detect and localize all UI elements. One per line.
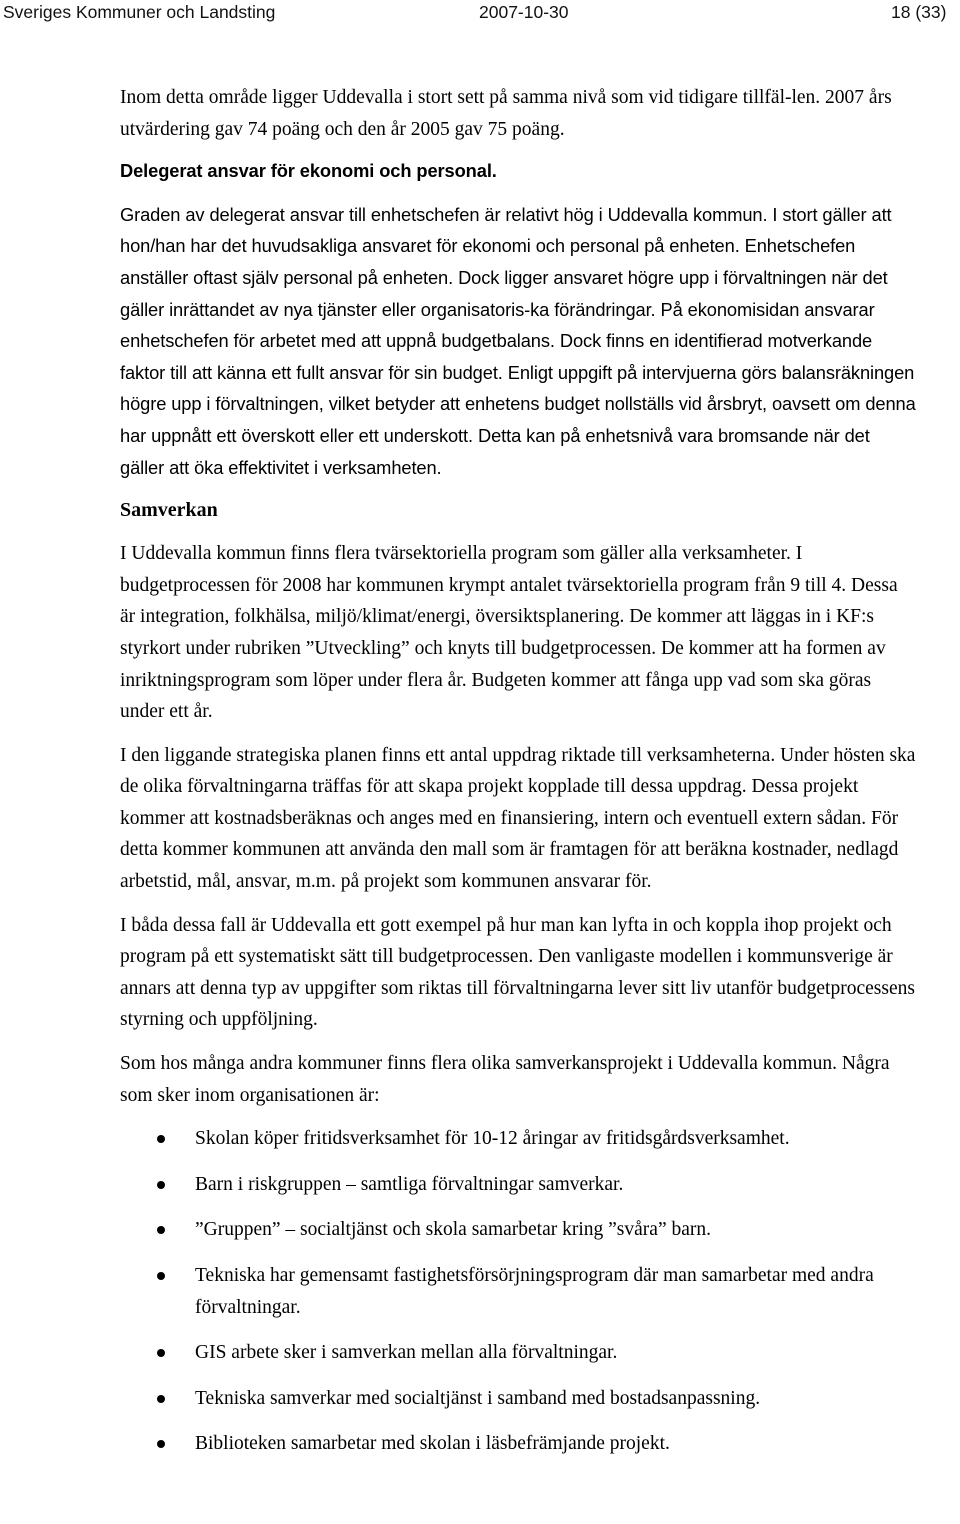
header-page-number: 18 (33)	[891, 2, 947, 22]
bullet-icon	[157, 1395, 165, 1403]
list-item	[120, 1214, 916, 1246]
list-item	[120, 1169, 916, 1201]
list-item-text: GIS arbete sker i samverkan mellan alla förvaltningar.	[195, 1342, 618, 1364]
samverkan-paragraph-3: I båda dessa fall är Uddevalla ett gott exempel på hur man kan lyfta in och koppla ihop projekt och program på ett systematiskt sätt till budgetprocessen. Den vanligaste modellen i kommunsverige är annars att denna typ av uppgifter som riktas till förvaltningarna lever sitt liv utanför budgetprocessens styrning och uppföljning.	[120, 914, 915, 1031]
list-item-text: ”Gruppen” – socialtjänst och skola samarbetar kring ”svåra” barn.	[195, 1219, 712, 1241]
samverkan-paragraph-4: Som hos många andra kommuner finns flera olika samverkansprojekt i Uddevalla kommun. Några som sker inom organisationen är:	[120, 1053, 890, 1106]
list-item	[120, 1428, 916, 1460]
page-header	[0, 0, 960, 26]
list-item-text: Barn i riskgruppen – samtliga förvaltningar samverkar.	[195, 1173, 624, 1195]
list-item	[120, 1260, 916, 1323]
list-item	[120, 1337, 916, 1369]
bullet-icon	[157, 1226, 165, 1234]
list-item-text: Tekniska har gemensamt fastighetsförsörjningsprogram där man samarbetar med andra förvaltningar.	[195, 1265, 874, 1318]
bullet-icon	[157, 1135, 165, 1143]
bullet-icon	[157, 1349, 165, 1357]
samverkan-project-list	[120, 1123, 916, 1460]
bullet-icon	[157, 1181, 165, 1189]
list-item-text: Biblioteken samarbetar med skolan i läsbefrämjande projekt.	[195, 1433, 670, 1455]
delegation-heading: Delegerat ansvar för ekonomi och personal.	[120, 160, 497, 182]
delegation-paragraph: Graden av delegerat ansvar till enhetschefen är relativt hög i Uddevalla kommun. I stort gäller att hon/han har det huvudsakliga ansvaret för ekonomi och personal på enheten. Enhetschefen anställer oftast själv personal på enheten. Dock ligger ansvaret högre upp i förvaltningen när det gäller inrättandet av nya tjänster eller organisatoris-ka förändringar. På ekonomisidan ansvarar enhetschefen för arbetet med att uppnå budgetbalans. Dock finns en identifierad motverkande faktor till att känna ett fullt ansvar för sin budget. Enligt uppgift på intervjuerna görs balansräkningen högre upp i förvaltningen, vilket betyder att enhetens budget nollställs vid årsbryt, oavsett om denna har uppnått ett överskott eller ett underskott. Detta kan på enhetsnivå vara bromsande när det gäller att öka effektivitet i verksamheten.	[120, 203, 916, 478]
samverkan-paragraph-1: I Uddevalla kommun finns flera tvärsektoriella program som gäller alla verksamheter. I budgetprocessen för 2008 har kommunen krympt antalet tvärsektoriella program från 9 till 4. Dessa är integration, folkhälsa, miljö/klimat/energi, översiktsplanering. De kommer att läggas in i KF:s styrkort under rubriken ”Utveckling” och knyts till budgetprocessen. De kommer att ha formen av inriktningsprogram som löper under flera år. Budgeten kommer att fånga upp vad som ska göras under ett år.	[120, 543, 898, 723]
intro-paragraph: Inom detta område ligger Uddevalla i stort sett på samma nivå som vid tidigare tillfäl-len. 2007 års utvärdering gav 74 poäng och den år 2005 gav 75 poäng.	[120, 87, 892, 140]
list-item-text: Tekniska samverkar med socialtjänst i samband med bostadsanpassning.	[195, 1387, 761, 1409]
samverkan-paragraph-2: I den liggande strategiska planen finns ett antal uppdrag riktade till verksamheterna. Under hösten ska de olika förvaltningarna träffas för att skapa projekt kopplade till dessa uppdrag. Dessa projekt kommer att kostnadsberäknas och anges med en finansiering, intern och eventuell extern sådan. För detta kommer kommunen att använda den mall som är framtagen för att beräkna kostnader, nedlagd arbetstid, mål, ansvar, m.m. på projekt som kommunen ansvarar för.	[120, 744, 916, 893]
section-heading-samverkan: Samverkan	[120, 499, 218, 522]
document-body	[120, 82, 916, 1474]
bullet-icon	[157, 1272, 165, 1280]
list-item	[120, 1123, 916, 1155]
list-item	[120, 1383, 916, 1415]
header-organization: Sveriges Kommuner och Landsting	[3, 2, 276, 22]
list-item-text: Skolan köper fritidsverksamhet för 10-12 åringar av fritidsgårdsverksamhet.	[195, 1128, 790, 1150]
bullet-icon	[157, 1440, 165, 1448]
header-date: 2007-10-30	[479, 2, 569, 22]
